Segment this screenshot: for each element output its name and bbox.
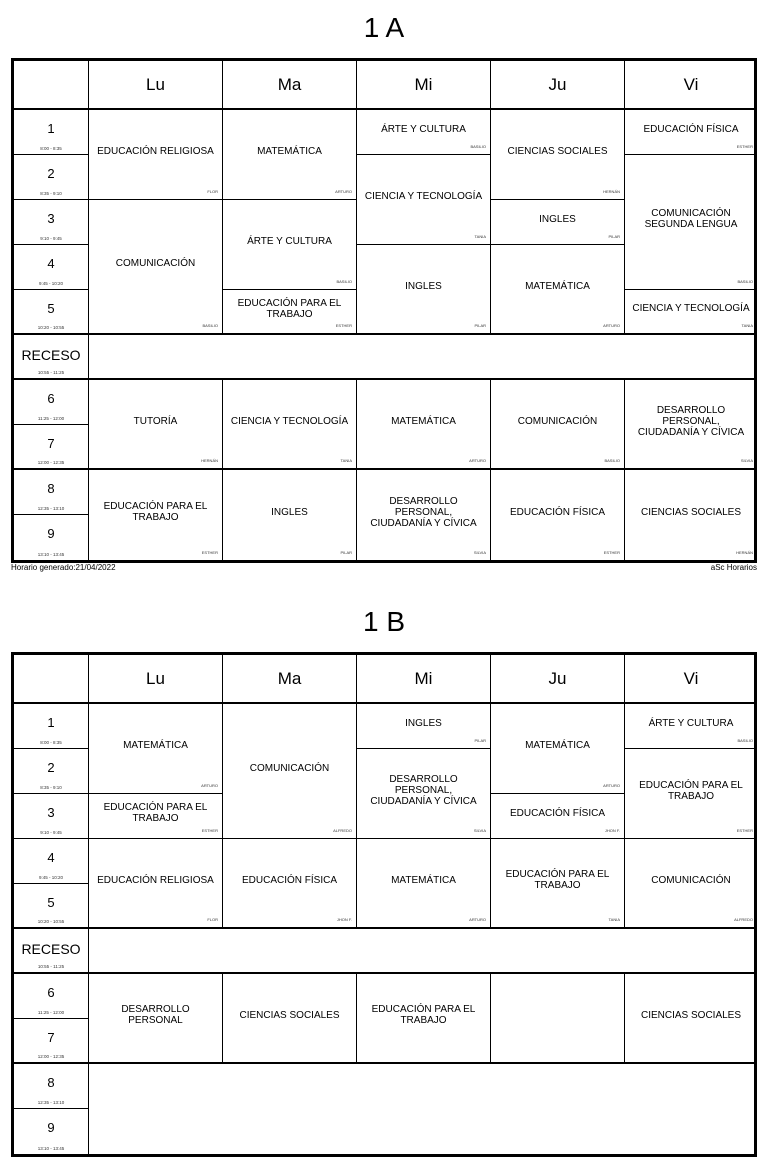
period-time: 11:25 - 12:00 xyxy=(37,416,65,421)
lesson-teacher: BASILIO xyxy=(470,144,486,149)
lesson-subject: DESARROLLO PERSONAL, CIUDADANÍA Y CÍVICA xyxy=(370,495,477,529)
period-time: 8:00 - 8:35 xyxy=(40,146,62,151)
lesson-teacher: ESTHER xyxy=(736,144,753,149)
lesson-cell[interactable] xyxy=(357,749,491,839)
period-number: 3 xyxy=(47,805,55,820)
period-1 xyxy=(14,110,89,155)
recess-label xyxy=(14,929,89,974)
lesson-subject: ÁRTE Y CULTURA xyxy=(648,718,734,729)
period-9 xyxy=(14,515,89,560)
period-time: 12:35 - 13:10 xyxy=(37,1100,65,1105)
lesson-cell[interactable] xyxy=(491,704,625,794)
lesson-cell[interactable] xyxy=(625,110,757,155)
period-number: RECESO xyxy=(21,347,81,363)
period-number: 6 xyxy=(47,391,55,406)
lesson-teacher: TANIA xyxy=(474,234,486,239)
lesson-subject: EDUCACIÓN PARA EL TRABAJO xyxy=(237,297,342,320)
period-3 xyxy=(14,200,89,245)
period-3 xyxy=(14,794,89,839)
lesson-teacher: TANIA xyxy=(741,323,753,328)
period-number: 9 xyxy=(47,526,55,541)
period-number: 1 xyxy=(47,715,55,730)
lesson-cell[interactable] xyxy=(89,974,223,1064)
lesson-subject: EDUCACIÓN PARA EL TRABAJO xyxy=(103,802,208,824)
lesson-teacher: ARTURO xyxy=(603,323,620,328)
lesson-subject: CIENCIAS SOCIALES xyxy=(640,1009,742,1021)
lesson-teacher: ARTURO xyxy=(603,783,620,788)
lesson-cell[interactable] xyxy=(89,200,223,335)
recess-band xyxy=(89,335,757,380)
period-1 xyxy=(14,704,89,749)
period-time: 12:00 - 12:35 xyxy=(37,1054,65,1059)
lesson-teacher: FLOR xyxy=(207,917,218,922)
period-number: 6 xyxy=(47,985,55,1000)
lesson-subject: MATEMÁTICA xyxy=(257,146,322,157)
lesson-cell[interactable] xyxy=(223,839,357,929)
period-number: 2 xyxy=(47,760,55,775)
period-8 xyxy=(14,470,89,515)
lesson-cell[interactable] xyxy=(491,974,625,1064)
lesson-subject: EDUCACIÓN FÍSICA xyxy=(643,124,739,135)
lesson-teacher: HERNÁN xyxy=(201,458,218,463)
lesson-cell[interactable] xyxy=(223,704,357,839)
period-time: 13:10 - 13:45 xyxy=(37,1146,65,1151)
period-number: 8 xyxy=(47,1075,55,1090)
lesson-cell[interactable] xyxy=(357,110,491,155)
period-2 xyxy=(14,749,89,794)
lesson-cell[interactable] xyxy=(89,839,223,929)
lesson-subject: CIENCIA Y TECNOLOGÍA xyxy=(632,303,750,314)
lesson-subject: INGLES xyxy=(405,280,442,292)
period-number: 5 xyxy=(47,301,55,316)
lesson-subject: EDUCACIÓN FÍSICA xyxy=(241,874,337,886)
lesson-teacher: HERNÁN xyxy=(736,550,753,555)
day-header-mi: Mi xyxy=(357,655,491,704)
lesson-cell[interactable] xyxy=(223,380,357,470)
lesson-subject: COMUNICACIÓN SEGUNDA LENGUA xyxy=(644,208,738,230)
lesson-subject: MATEMÁTICA xyxy=(525,280,590,292)
lesson-teacher: BASILIO xyxy=(737,279,753,284)
lesson-teacher: ESTHER xyxy=(603,550,620,555)
corner-cell xyxy=(14,655,89,704)
period-number: 9 xyxy=(47,1120,55,1135)
period-time: 12:35 - 13:10 xyxy=(37,506,65,511)
lesson-subject: COMUNICACIÓN xyxy=(651,874,731,886)
lesson-subject: ÁRTE Y CULTURA xyxy=(381,124,466,135)
day-header-mi: Mi xyxy=(357,61,491,110)
lesson-subject: COMUNICACIÓN xyxy=(517,415,598,427)
lesson-teacher: PILAR xyxy=(608,234,620,239)
lesson-cell[interactable] xyxy=(223,110,357,200)
day-header-ju: Ju xyxy=(491,61,625,110)
period-2 xyxy=(14,155,89,200)
lesson-teacher: ESTHER xyxy=(736,828,753,833)
period-time: 11:25 - 12:00 xyxy=(37,1010,65,1015)
lesson-cell[interactable] xyxy=(89,794,223,839)
lesson-cell[interactable] xyxy=(491,470,625,560)
lesson-teacher: JHON F. xyxy=(604,828,620,833)
lesson-cell[interactable] xyxy=(89,470,223,560)
timetable-title: 1 A xyxy=(363,12,405,43)
period-time: 9:10 - 9:45 xyxy=(40,236,62,241)
timetable-grid xyxy=(11,58,757,563)
period-time: 8:00 - 8:35 xyxy=(40,740,62,745)
brand-label: aSc Horarios xyxy=(710,563,757,572)
period-number: 8 xyxy=(47,481,55,496)
lesson-teacher: ALFREDO xyxy=(734,917,753,922)
recess-band xyxy=(89,929,757,974)
period-7 xyxy=(14,425,89,470)
lesson-subject: MATEMÁTICA xyxy=(391,415,456,427)
lesson-cell[interactable] xyxy=(89,110,223,200)
period-number: 7 xyxy=(47,436,55,451)
lesson-subject: EDUCACIÓN RELIGIOSA xyxy=(97,874,214,886)
lesson-subject: INGLES xyxy=(539,213,576,225)
lesson-teacher: ESTHER xyxy=(201,550,218,555)
lesson-teacher: BASILIO xyxy=(336,279,352,284)
lesson-subject: EDUCACIÓN PARA EL TRABAJO xyxy=(639,779,743,802)
lesson-cell[interactable] xyxy=(357,155,491,245)
timetable-grid xyxy=(11,652,757,1157)
period-time: 12:00 - 12:35 xyxy=(37,460,65,465)
lesson-subject: EDUCACIÓN PARA EL TRABAJO xyxy=(103,501,208,523)
period-5 xyxy=(14,884,89,929)
lesson-subject: EDUCACIÓN FÍSICA xyxy=(509,807,605,819)
lesson-cell[interactable] xyxy=(89,380,223,470)
lesson-teacher: ALFREDO xyxy=(333,828,352,833)
period-5 xyxy=(14,290,89,335)
lesson-cell[interactable] xyxy=(625,380,757,470)
lesson-teacher: FLOR xyxy=(207,189,218,194)
period-time: 9:10 - 9:45 xyxy=(40,830,62,835)
lesson-teacher: ARTURO xyxy=(335,189,352,194)
lesson-subject: EDUCACIÓN RELIGIOSA xyxy=(97,146,214,157)
lesson-cell[interactable] xyxy=(357,839,491,929)
day-header-ju: Ju xyxy=(491,655,625,704)
period-4 xyxy=(14,245,89,290)
lesson-teacher: HERNÁN xyxy=(603,189,620,194)
lesson-teacher: PILAR xyxy=(474,738,486,743)
lesson-cell[interactable] xyxy=(625,470,757,560)
period-number: 2 xyxy=(47,166,55,181)
period-time: 13:10 - 13:45 xyxy=(37,552,65,557)
corner-cell xyxy=(14,61,89,110)
lesson-teacher: PILAR xyxy=(340,550,352,555)
lesson-subject: MATEMÁTICA xyxy=(123,740,188,751)
lesson-cell[interactable] xyxy=(491,839,625,929)
lesson-subject: DESARROLLO PERSONAL, CIUDADANÍA Y CÍVICA xyxy=(370,774,477,807)
lesson-subject: ÁRTE Y CULTURA xyxy=(247,236,332,247)
period-number: RECESO xyxy=(21,941,81,957)
lesson-cell[interactable] xyxy=(625,290,757,335)
period-6 xyxy=(14,380,89,425)
day-header-vi: Vi xyxy=(625,655,757,704)
lesson-cell[interactable] xyxy=(223,470,357,560)
lesson-subject: COMUNICACIÓN xyxy=(249,762,330,774)
period-time: 9:45 - 10:20 xyxy=(38,281,64,286)
lesson-subject: COMUNICACIÓN xyxy=(115,258,196,269)
day-header-ma: Ma xyxy=(223,61,357,110)
period-time: 10:20 - 10:55 xyxy=(37,919,65,924)
lesson-cell[interactable] xyxy=(357,704,491,749)
lesson-teacher: BASILIO xyxy=(604,458,620,463)
lesson-subject: MATEMÁTICA xyxy=(391,874,456,886)
lesson-cell[interactable] xyxy=(491,110,625,200)
lesson-subject: CIENCIAS SOCIALES xyxy=(239,1009,340,1021)
lesson-teacher: TANIA xyxy=(608,917,620,922)
generated-date: Horario generado:21/04/2022 xyxy=(11,563,116,572)
lesson-teacher: ARTURO xyxy=(201,783,218,788)
lesson-subject: TUTORÍA xyxy=(133,415,178,427)
lesson-teacher: SILVIA xyxy=(473,828,486,833)
period-number: 7 xyxy=(47,1030,55,1045)
day-header-vi: Vi xyxy=(625,61,757,110)
lesson-teacher: ARTURO xyxy=(469,458,486,463)
lesson-cell[interactable] xyxy=(223,200,357,290)
period-number: 1 xyxy=(47,121,55,136)
period-time: 8:35 - 9:10 xyxy=(40,191,62,196)
lesson-cell[interactable] xyxy=(625,839,757,929)
period-7 xyxy=(14,1019,89,1064)
lesson-subject: EDUCACIÓN PARA EL TRABAJO xyxy=(505,869,610,891)
lesson-subject: INGLES xyxy=(405,718,442,729)
lesson-subject: EDUCACIÓN FÍSICA xyxy=(509,506,605,518)
lesson-cell[interactable] xyxy=(357,245,491,335)
lesson-teacher: ESTHER xyxy=(201,828,218,833)
period-9 xyxy=(14,1109,89,1154)
lesson-subject: DESARROLLO PERSONAL, CIUDADANÍA Y CÍVICA xyxy=(637,404,745,438)
lesson-teacher: ESTHER xyxy=(335,323,352,328)
lesson-cell[interactable] xyxy=(223,290,357,335)
lesson-subject: EDUCACIÓN PARA EL TRABAJO xyxy=(371,1004,476,1026)
period-number: 5 xyxy=(47,895,55,910)
lesson-subject: CIENCIA Y TECNOLOGÍA xyxy=(230,415,349,427)
lesson-teacher: JHON F. xyxy=(336,917,352,922)
period-time: 10:55 - 11:25 xyxy=(37,370,65,375)
lesson-cell[interactable] xyxy=(357,974,491,1064)
period-time: 10:20 - 10:55 xyxy=(37,325,65,330)
lesson-subject: CIENCIAS SOCIALES xyxy=(640,506,742,518)
lesson-subject: DESARROLLO PERSONAL xyxy=(121,1004,190,1026)
lesson-cell[interactable] xyxy=(625,704,757,749)
recess-label xyxy=(14,335,89,380)
lesson-cell[interactable] xyxy=(491,200,625,245)
lesson-subject: INGLES xyxy=(271,506,308,518)
period-time: 8:35 - 9:10 xyxy=(40,785,62,790)
lesson-teacher: SILVIA xyxy=(473,550,486,555)
lesson-cell[interactable] xyxy=(223,974,357,1064)
period-4 xyxy=(14,839,89,884)
lesson-cell[interactable] xyxy=(491,245,625,335)
period-time: 10:55 - 11:25 xyxy=(37,964,65,969)
lesson-subject: CIENCIAS SOCIALES xyxy=(507,146,608,157)
lesson-cell[interactable] xyxy=(357,470,491,560)
day-header-lu: Lu xyxy=(89,655,223,704)
lesson-subject: CIENCIA Y TECNOLOGÍA xyxy=(364,191,483,202)
lesson-teacher: BASILIO xyxy=(202,323,218,328)
lesson-cell[interactable] xyxy=(357,380,491,470)
lesson-cell[interactable] xyxy=(625,974,757,1064)
lesson-teacher: ARTURO xyxy=(469,917,486,922)
period-time: 9:45 - 10:20 xyxy=(38,875,64,880)
lesson-cell[interactable] xyxy=(89,704,223,794)
lesson-cell[interactable] xyxy=(625,749,757,839)
period-number: 4 xyxy=(47,850,55,865)
lesson-teacher: PILAR xyxy=(474,323,486,328)
period-8 xyxy=(14,1064,89,1109)
lesson-teacher: BASILIO xyxy=(737,738,753,743)
period-number: 4 xyxy=(47,256,55,271)
period-number: 3 xyxy=(47,211,55,226)
timetable-title: 1 B xyxy=(362,606,406,637)
lesson-teacher: TANIA xyxy=(340,458,352,463)
lesson-teacher: SILVIA xyxy=(740,458,753,463)
lesson-cell[interactable] xyxy=(491,794,625,839)
lesson-subject: MATEMÁTICA xyxy=(525,740,590,751)
lesson-cell[interactable] xyxy=(491,380,625,470)
day-header-lu: Lu xyxy=(89,61,223,110)
period-6 xyxy=(14,974,89,1019)
lesson-cell[interactable] xyxy=(625,155,757,290)
day-header-ma: Ma xyxy=(223,655,357,704)
